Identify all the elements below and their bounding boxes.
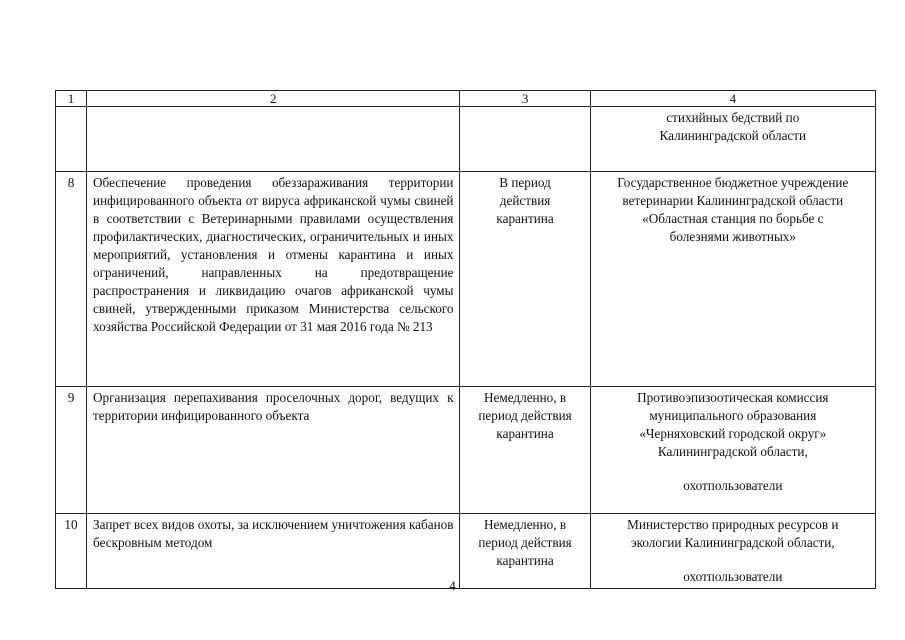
period-line: карантина [496,426,554,441]
responsible-extra: охотпользователи [683,478,783,493]
responsible-line: муниципального образования [649,408,817,423]
responsible-line: болезнями животных» [669,229,796,244]
period-cell [460,172,590,387]
row-number: 10 [56,514,87,589]
responsible-line: Противоэпизоотическая комиссия [637,390,829,405]
period-line: карантина [496,553,554,568]
measure-description: Организация перепахивания проселочных дорог, ведущих к территории инфицированного объекта [87,387,460,514]
responsible-line: Министерство природных ресурсов и [627,517,839,532]
responsible-line: стихийных бедствий по [666,110,800,125]
table-header-row [56,91,876,107]
period-cell [460,387,590,514]
measures-table [55,90,876,589]
responsible-extra: охотпользователи [683,569,783,584]
period-line: Немедленно, в [484,517,567,532]
responsible-line: Калининградской области [659,128,807,143]
description-cell [87,107,460,172]
period-line: период действия [478,408,572,423]
row-number: 9 [56,387,87,514]
table-row [56,387,876,514]
page-number: 4 [449,578,456,593]
row-number: 8 [56,172,87,387]
period-line: В период [499,175,551,190]
period-line: действия [499,193,551,208]
table-row [56,172,876,387]
column-header: 1 [56,91,87,107]
responsible-line: ветеринарии Калининградской области [622,193,844,208]
responsible-line: «Областная станция по борьбе с [642,211,824,226]
responsible-cell [590,107,875,172]
number-cell [56,107,87,172]
responsible-line: экологии Калининградской области, [630,535,835,550]
period-line: карантина [496,211,554,226]
column-header: 2 [87,91,460,107]
table-row-continuation [56,107,876,172]
responsible-line: «Черняховский городской округ» [639,426,827,441]
line-gap [597,552,869,568]
period-cell [460,107,590,172]
responsible-line: Государственное бюджетное учреждение [617,175,849,190]
responsible-line: Калининградской области, [657,444,808,459]
measure-description: Обеспечение проведения обеззараживания территории инфицированного объекта от вируса африканской чумы свиней в соответствии с Ветеринарными правилами осуществления профилактических, диагностических, ограничительных и иных мероприятий, установления и отмены карантина и иных ограничений, направленных на предотвращение распространения и ликвидацию очагов африканской чумы свиней, утвержденными приказом Министерства сельского хозяйства Российской Федерации от 31 мая 2016 года № 213 [87,172,460,387]
column-header: 3 [460,91,590,107]
line-gap [597,461,869,477]
measure-description: Запрет всех видов охоты, за исключением уничтожения кабанов бескровным методом [87,514,460,589]
responsible-cell [590,172,875,387]
period-line: Немедленно, в [484,390,567,405]
column-header: 4 [590,91,875,107]
responsible-cell [590,387,875,514]
period-line: период действия [478,535,572,550]
